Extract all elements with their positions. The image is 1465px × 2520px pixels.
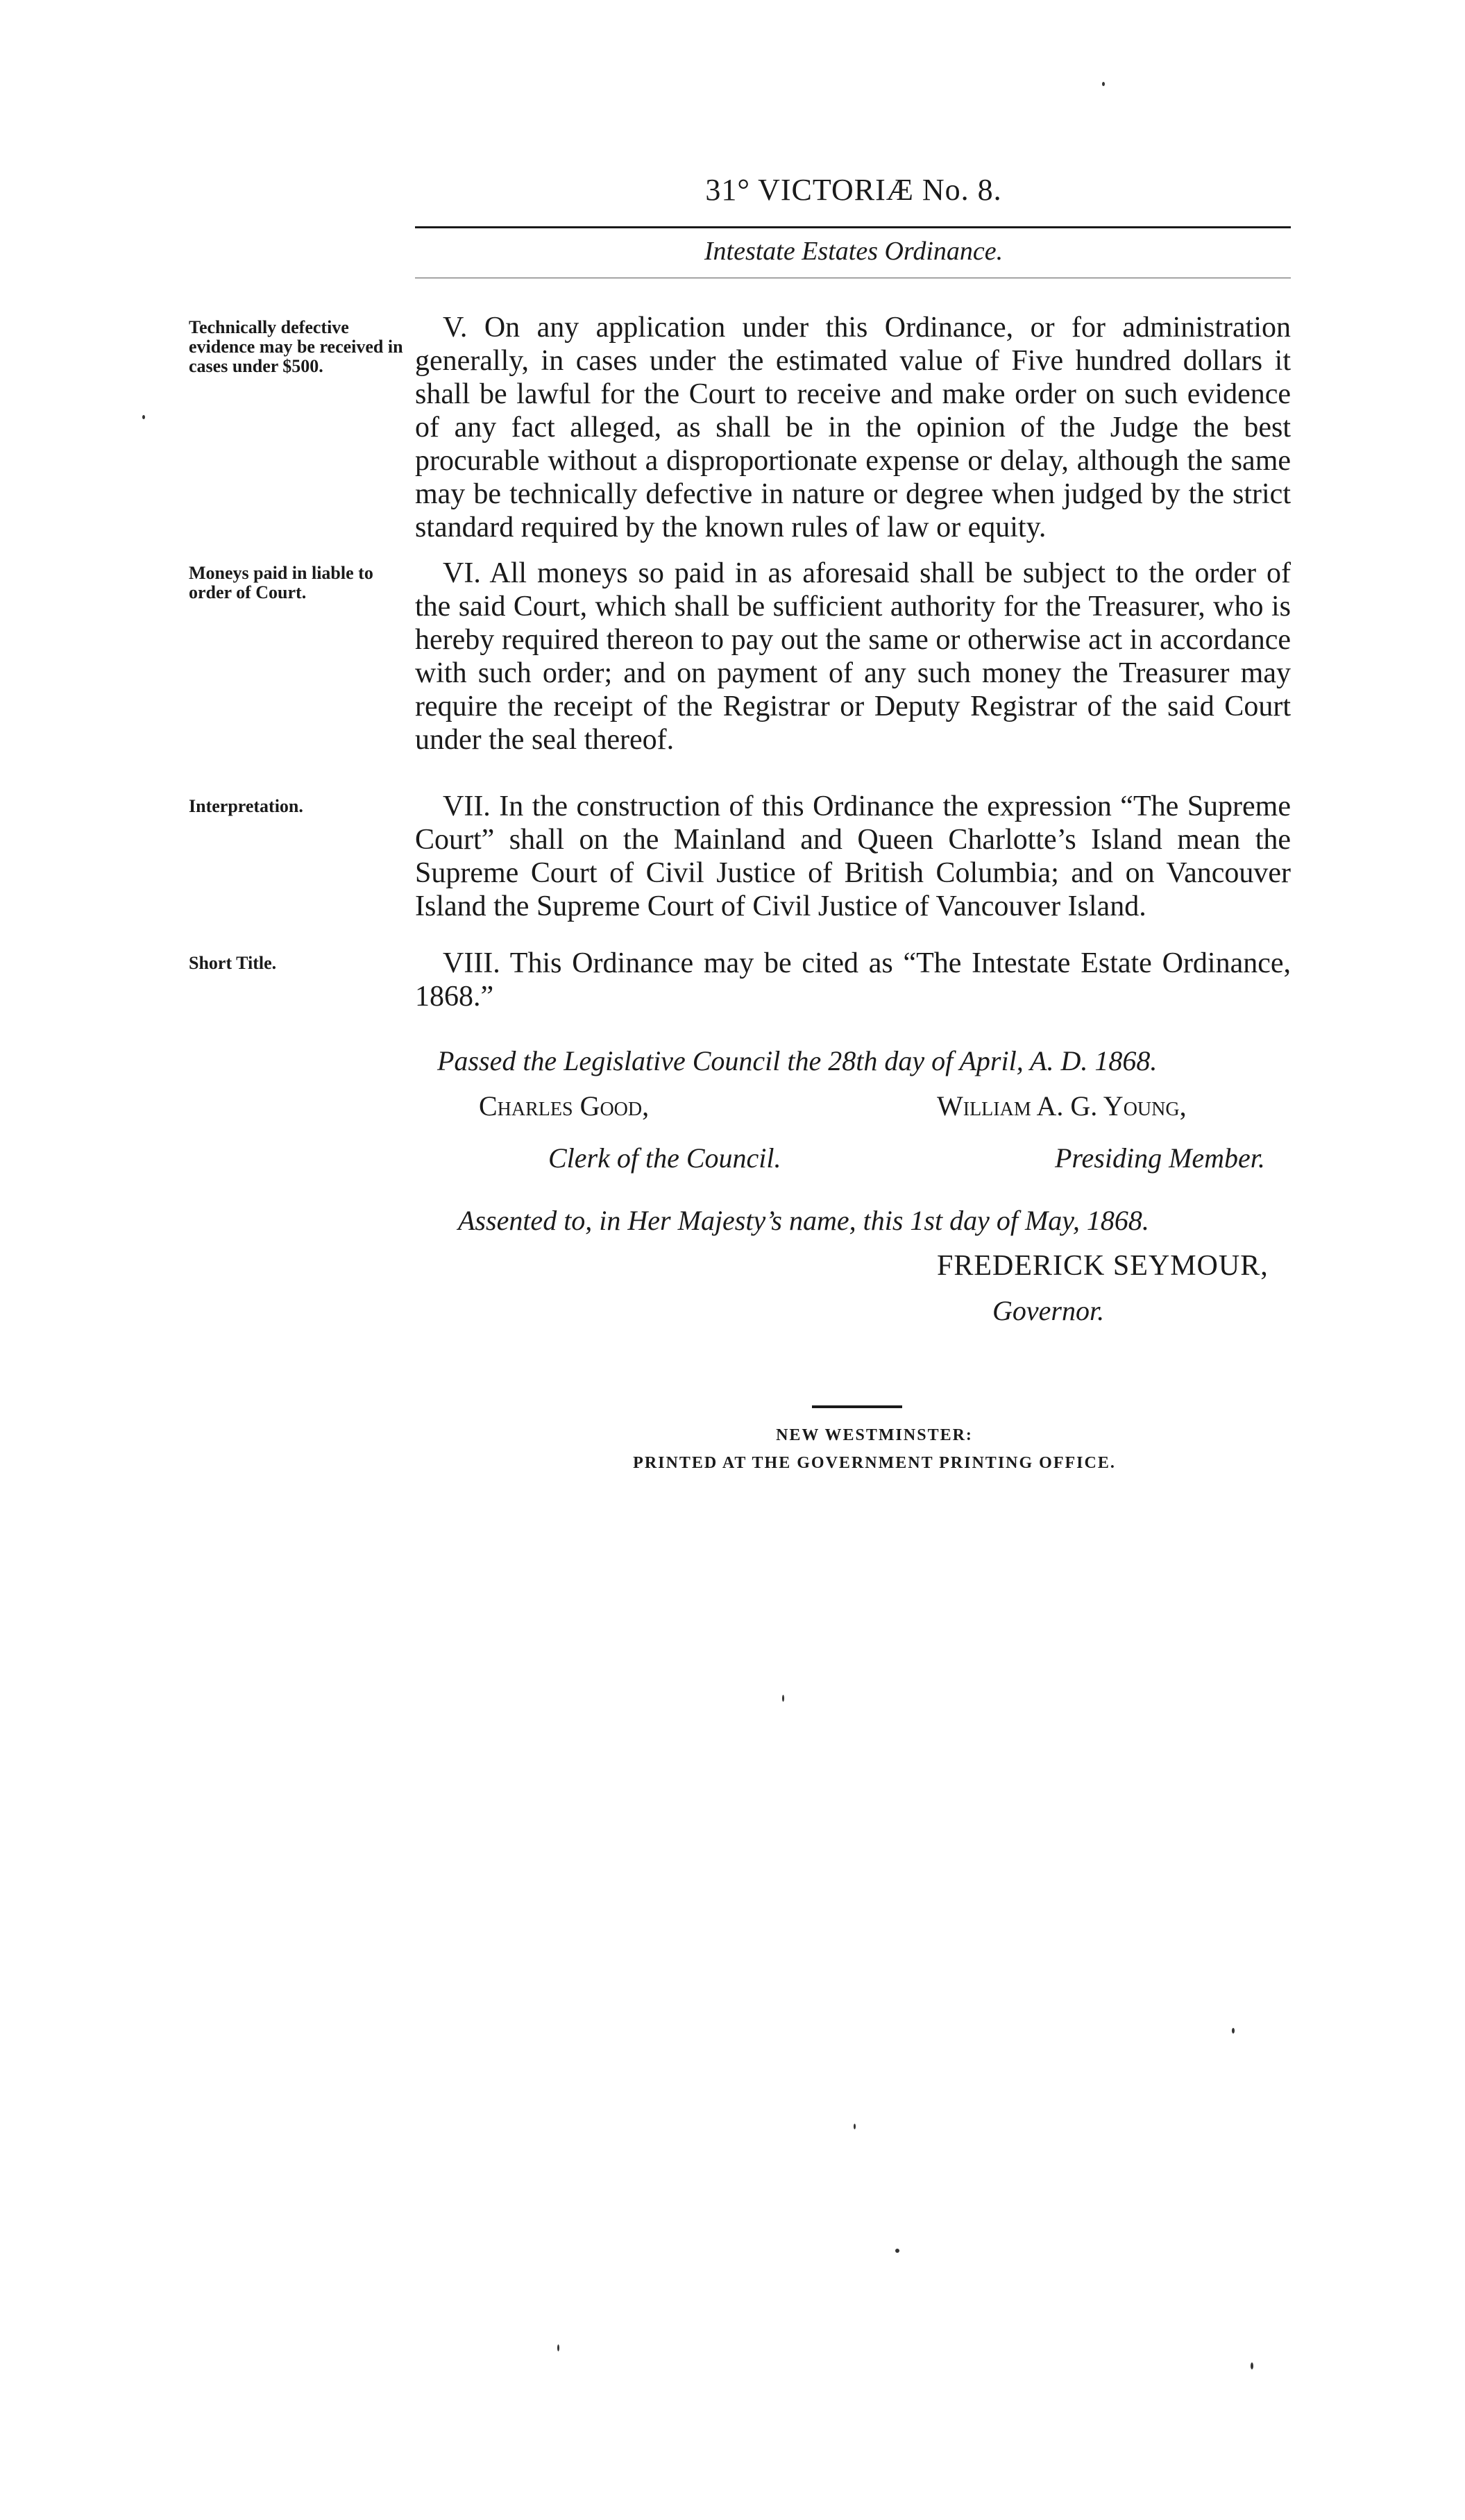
paper-speck <box>1102 82 1105 86</box>
imprint-rule <box>812 1405 902 1408</box>
section-6-text: VI. All moneys so paid in as aforesaid shall be subject to the order of the said Court, which shall be sufficient authority for the Treasurer, who is hereby required thereon to pay out the same or otherwise act in accordance with such order; and on payment of any such money the Treasurer may require the receipt of the Registrar or Deputy Registrar of the said Court under the seal thereof. <box>415 557 1291 756</box>
section-8-text: VIII. This Ordinance may be cited as “The Intestate Estate Ordinance, 1868.” <box>415 947 1291 1013</box>
sidenote-section-8: Short Title. <box>189 953 277 973</box>
paper-speck <box>895 2249 899 2253</box>
imprint-place: NEW WESTMINSTER: <box>776 1426 973 1444</box>
clerk-title: Clerk of the Council. <box>548 1142 781 1174</box>
section-5-text: V. On any application under this Ordinance, or for administration generally, in cases under the estimated value of Five hundred dollars it shall be lawful for the Court to receive and make order on such evidence of any fact alleged, as shall be in the opinion of the Judge the best procurable without a disproportionate expense or delay, although the same may be technically defective in nature or degree when judged by the strict standard required by the known rules of law or equity. <box>415 312 1291 543</box>
section-8 <box>415 947 1291 1013</box>
paper-speck <box>854 2124 856 2129</box>
presiding-member-signature: William A. G. Young, <box>937 1090 1187 1122</box>
sidenote-section-6: Moneys paid in liable to order of Court. <box>189 563 373 602</box>
section-6 <box>415 557 1291 756</box>
header-rule <box>415 226 1291 228</box>
section-5 <box>415 311 1291 544</box>
paper-speck <box>1232 2028 1235 2033</box>
paper-speck <box>557 2344 559 2351</box>
paper-speck <box>1251 2362 1253 2369</box>
paper-speck <box>142 415 145 419</box>
paper-speck <box>782 1695 784 1702</box>
presiding-member-title: Presiding Member. <box>1055 1142 1265 1174</box>
sidenote-section-5: Technically defective evidence may be received in cases under $500. <box>189 317 403 376</box>
running-head: 31° VICTORIÆ No. 8. <box>705 173 1002 207</box>
section-7 <box>415 790 1291 923</box>
governor-signature: FREDERICK SEYMOUR, <box>937 1250 1269 1282</box>
clerk-signature: Charles Good, <box>479 1090 650 1122</box>
imprint-office: PRINTED AT THE GOVERNMENT PRINTING OFFICE. <box>633 1454 1116 1472</box>
passed-statement: Passed the Legislative Council the 28th day of April, A. D. 1868. <box>437 1045 1158 1076</box>
assent-statement: Assented to, in Her Majesty’s name, this 1st day of May, 1868. <box>458 1205 1149 1236</box>
governor-title: Governor. <box>992 1295 1105 1326</box>
sidenote-section-7: Interpretation. <box>189 796 303 816</box>
ordinance-subtitle: Intestate Estates Ordinance. <box>704 237 1004 266</box>
section-7-text: VII. In the construction of this Ordinance the expression “The Supreme Court” shall on the Mainland and Queen Charlotte’s Island mean the Supreme Court of Civil Justice of British Columbia; and on Vancouver Island the Supreme Court of Civil Justice of Vancouver Island. <box>415 790 1291 922</box>
